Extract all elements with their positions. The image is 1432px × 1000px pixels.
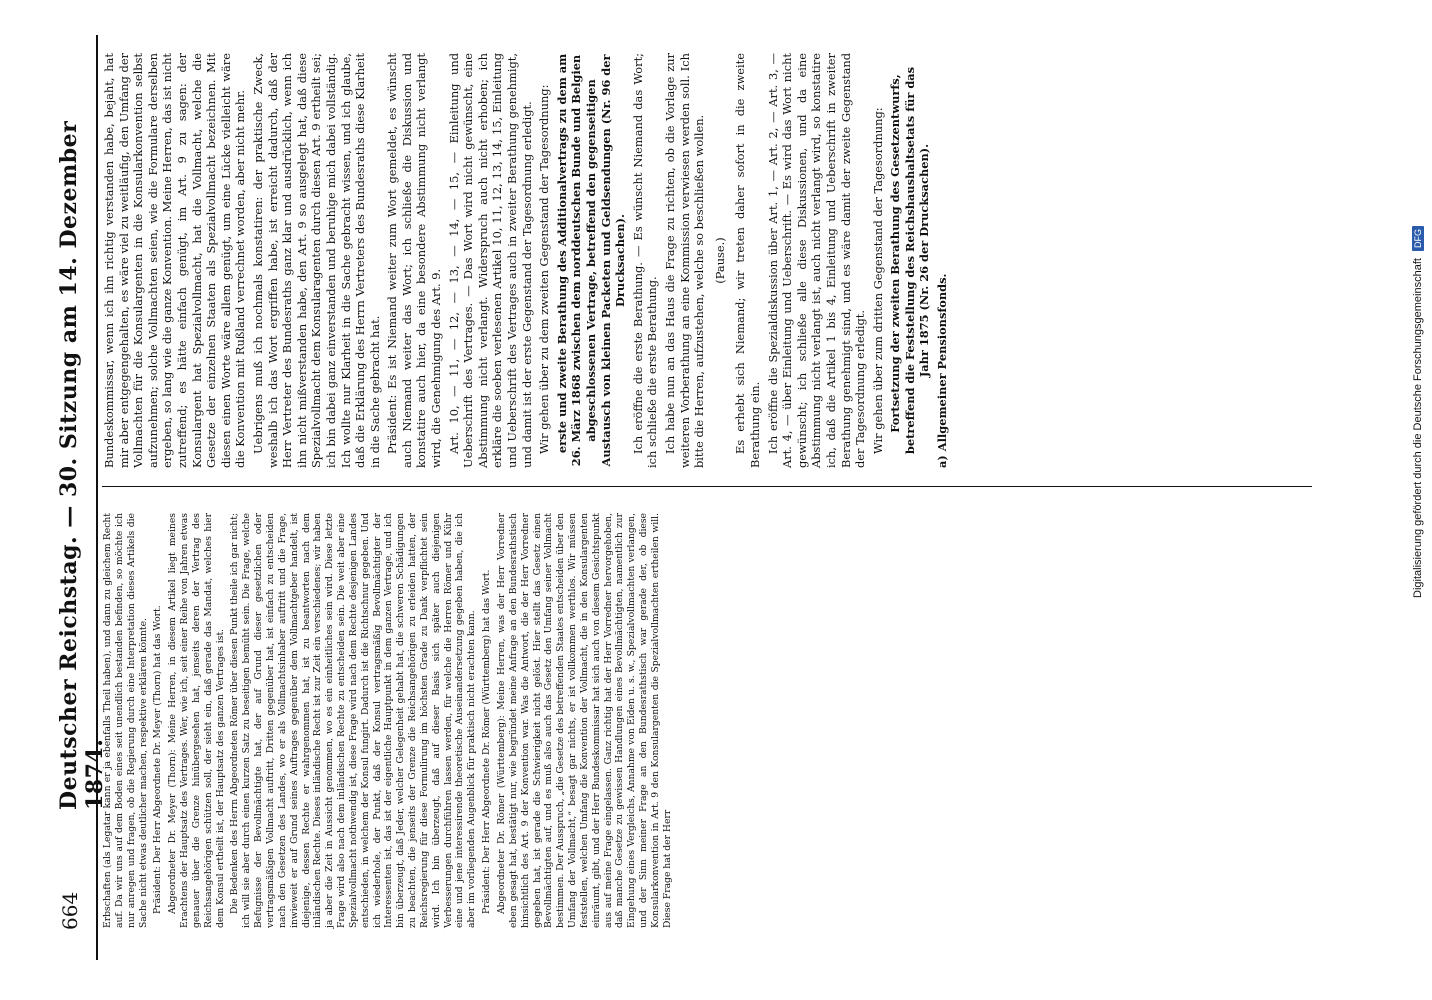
header-rule [96, 35, 98, 960]
paragraph: Präsident: Es ist Niemand weiter zum Wort gemeldet, es wünscht auch Niemand weiter das Wort; ich schließe die Diskussion und konstatire auch hier, da eine besondere Abstimmung nicht verlangt wird, die Genehmigung des Art. 9. [385, 53, 444, 468]
paragraph: Uebrigens muß ich nochmals konstatiren: der praktische Zweck, weshalb ich das Wort ergriffen habe, ist erreicht dadurch, daß der Herr Vertreter des Bundesraths ganz klar und ausdrücklich, wenn ich ihn nicht mißverstanden habe, den Art. 9 so ausgelegt hat, daß diese Spezialvollmacht dem Konsularagenten durch diesen Art. 9 ertheilt sei; ich bin dabei ganz einverstanden und beruhige mich dabei vollständig. Ich wollte nur Klarheit in die Sache gebracht wissen, und ich glaube, daß die Erklärung des Herrn Vertreters des Bundesraths diese Klarheit in die Sache gebracht hat. [250, 53, 382, 468]
agenda-heading: erste und zweite Berathung des Additionalvertrags zu dem am 26. März 1868 zwischen dem norddeutschen Bunde und Belgien abgeschlossenen Vertrage, betreffend den gegenseitigen Austausch von kleinen Packeten und Geldsendungen (Nr. 96 der Drucksachen). [554, 53, 628, 467]
paragraph: Präsident: Der Herr Abgeordnete Dr. Römer (Württemberg) hat das Wort. [481, 569, 493, 914]
paragraph: Art. 10, — 11, — 12, — 13, — 14, — 15, — Einleitung und Ueberschrift des Vertrages. — Das Wort wird nicht gewünscht, eine Abstimmung nicht verlangt. Widerspruch auch nicht erhoben; ich erkläre die soeben verlesenen Artikel 10, 11, 12, 13, 14, 15, Einleitung und Ueberschrift des Vertrages auch in zweiter Berathung genehmigt, und damit ist der erste Gegenstand der Tagesordnung erledigt. [446, 53, 534, 468]
paragraph: Ich eröffne die erste Berathung. — Es wünscht Niemand das Wort; ich schließe die erste Berathung. [630, 53, 660, 468]
pause-note: (Pause.) [712, 237, 727, 284]
paragraph: Ich habe nun an das Haus die Frage zu richten, ob die Vorlage zur weiteren Vorberathung an eine Kommission verwiesen werden soll. Ich bitte die Herren, aufzustehen, welche so beschließen wollen. [662, 53, 707, 468]
column-rule [102, 486, 1312, 487]
page-number: 664 [58, 891, 82, 930]
dfg-logo: DFG [1412, 226, 1424, 251]
paragraph: Abgeordneter Dr. Meyer (Thorn): Meine Herren, in diesem Artikel liegt meines Erachtens der Hauptsatz des Vertrages. Wer, wie ich, seit einer Reihe von Jahren etwas genauer über die Grenze hinübergesehen hat, jenseits deren der Vertrag des Reichsangehörigen schützen soll, der sieht ein, daß gerade das Mandat, welches hier dem Konsul ertheilt ist, der Hauptsatz des ganzen Vertrages ist. [167, 513, 226, 928]
paragraph: Abgeordneter Dr. Römer (Württemberg): Meine Herren, was der Herr Vorredner eben gesagt hat, bestätigt nur, wie begründet meine Anfrage an den Bundesrathstisch hinsichtlich des Art. 9 der Konvention war. Was die Antwort, die der Herr Vorredner gegeben hat, ist gerade die Schwierigkeit nicht gelöst. Hier stellt das Gesetz einen Bevollmächtigten auf, und es muß also auch das Gesetz den Umfang seiner Vollmacht bestimmen. Der Ausspruch, „die Gesetze des betreffenden Staates entscheiden über den Umfang der Vollmacht,“ besagt gar nichts, er ist vollkommen werthlos. Wir müssen feststellen, welchen Umfang die Konvention der Vollmacht, die in den Konsulargenten einräumt, gibt, und der Herr Bundeskommissar hat sich auch von diesem Gesichtspunkt aus auf meine Frage eingelassen. Ganz richtig hat der Herr Vorredner hervorgehoben, daß manche Gesetze zu gewissen Handlungen eines Bevollmächtigten, namentlich zur Eingehung eines Vergleichs, Annahme von Eiden u. s. w., Spezialvollmachten verlangen, und der Sinn meiner Frage an den Bundesrathstisch war gerade der, ob diese Konsularkonvention in Art. 9 den Konsulargenten die Spezialvollmachten ertheilen will. Diese Frage hat der Herr [496, 513, 673, 928]
running-head-title: Deutscher Reichstag. — 30. Sitzung am 14. Dezember 1874. [56, 120, 108, 810]
paragraph: Es erhebt sich Niemand; wir treten daher sofort in die zweite Berathung ein. [733, 53, 762, 468]
paragraph: Erbschaften (als Legatar kann er ja ebenfalls Theil haben), und dann zu gleichem Recht auf. Da wir uns auf dem Boden eines seit unendlich bestanden befinden, so möchte ich nur anregen und fragen, ob die Regierung durch eine Interpretation dieses Artikels die Sache nicht etwas deutlicher machen, respektive erklären könnte. [102, 513, 149, 928]
margin-note [1408, 8, 1424, 598]
paragraph: Ich eröffne die Spezialdiskussion über Art. 1, — Art. 2, — Art. 3, — Art. 4, — über Einleitung und Ueberschrift. — Es wird das Wort nicht gewünscht; ich schließe alle diese Diskussionen, und da eine Abstimmung nicht verlangt ist, auch nicht verlangt wird, so konstatire ich, daß die Artikel 1 bis 4, Einleitung und Ueberschrift in zweiter Berathung genehmigt sind, und es wäre damit der zweite Gegenstand der Tagesordnung erledigt. [765, 53, 868, 468]
running-head [52, 50, 108, 930]
paragraph: Die Bedenken des Herrn Abgeordneten Römer über diesen Punkt theile ich gar nicht; ich will sie aber durch einen kurzen Satz zu beseitigen bemüht sein. Die Frage, welche Befugnisse der Bevollmächtigte hat, der auf Grund dieser gesetzlichen oder vertragsmäßigen Vollmacht auftritt, Dritten gegenüber hat, ist einfach zu entscheiden nach den Gesetzen des Landes, wo er als Vollmachtsinhaber auftritt und die Frage, inwieweit er auf Grund seines Auftrages gegenüber dem Vollmachtgeber handelt, ist diejenige, dessen Rechte er wahrgenommen hat, ist zu beantworten nach dem inländischen Rechte. Dieses inländische Recht ist zur Zeit ein verschiedenes; wir haben ja aber die Zeit in Aussicht genommen, wo es ein einheitliches sein wird. Diese letzte Frage wird also nach dem inländischen Rechte zu entscheiden sein. Die weit aber eine Spezialvollmacht nothwendig ist, diese Frage wird nach dem Rechte desjenigen Landes entschieden, in welchem der Konsul fungirt. Dadurch ist die Richtschnur gegeben. Und ich wiederhole, der Punkt, daß der Konsul vertragsmäßig Bevollmächtigter der Interessenten ist, das ist der eigentliche Hauptpunkt in dem ganzen Vertrage, und ich bin überzeugt, daß Jeder, welcher Gelegenheit gehabt hat, die schweren Schädigungen zu beachten, die jenseits der Grenze die Reichsangehörigen zu erleiden hatten, der Reichsregierung für diese Formulirung im höchsten Grade zu Dank verpflichtet sein wird. Ich bin überzeugt, daß auf dieser Basis sich später auch diejenigen Verbesserungen durchführen lassen werden, für welche die Herren Römer und Kühr eine und jene interessirende theoretische Auseinandersetzung gegeben haben, die ich aber im vorliegenden Augenblick für praktisch nicht erachten kann. [229, 513, 478, 928]
funding-note: Digitalisierung gefördert durch die Deutsche Forschungsgemeinschaft [1412, 258, 1424, 598]
subsection-heading: a) Allgemeiner Pensionsfonds. [935, 273, 950, 468]
paragraph: Wir gehen über zu dem zweiten Gegenstand der Tagesordnung: [537, 84, 552, 454]
agenda-heading: Fortsetzung der zweiten Berathung des Gesetzentwurfs, betreffend die Feststellung des Reichshaushaltsetats für das Jahr 1875 (Nr. 26 der Drucksachen). [888, 66, 932, 455]
paragraph: Wir gehen über zum dritten Gegenstand der Tagesordnung: [870, 107, 885, 454]
paragraph: Präsident: Der Herr Abgeordnete Dr. Meyer (Thorn) hat das Wort. [152, 605, 164, 914]
right-column [102, 53, 1302, 468]
paragraph: Bundeskommissar, wenn ich ihn richtig verstanden habe, bejaht, hat mir aber entgegengehalten, es wäre viel zu weitläufig, den Umfang der Vollmachten für die Konsulargenten in die Konsularkonvention selbst aufzunehmen; solche Vollmachten seien, wie die Formulare derselben ergeben, so lang wie die ganze Konvention. Meine Herren, das ist nicht zutreffend; es hätte einfach genügt, im Art. 9 zu sagen: der Konsulargent hat Spezialvollmacht, hat die Vollmacht, welche die Gesetze der einzelnen Staaten als Spezialvollmacht bezeichnen. Mit diesen einen Worte wäre allem genügt, um eine Lücke vielleicht wäre die Konvention mit Rußland verrechnet worden, aber nicht mehr. [102, 53, 248, 468]
left-column [102, 513, 692, 928]
